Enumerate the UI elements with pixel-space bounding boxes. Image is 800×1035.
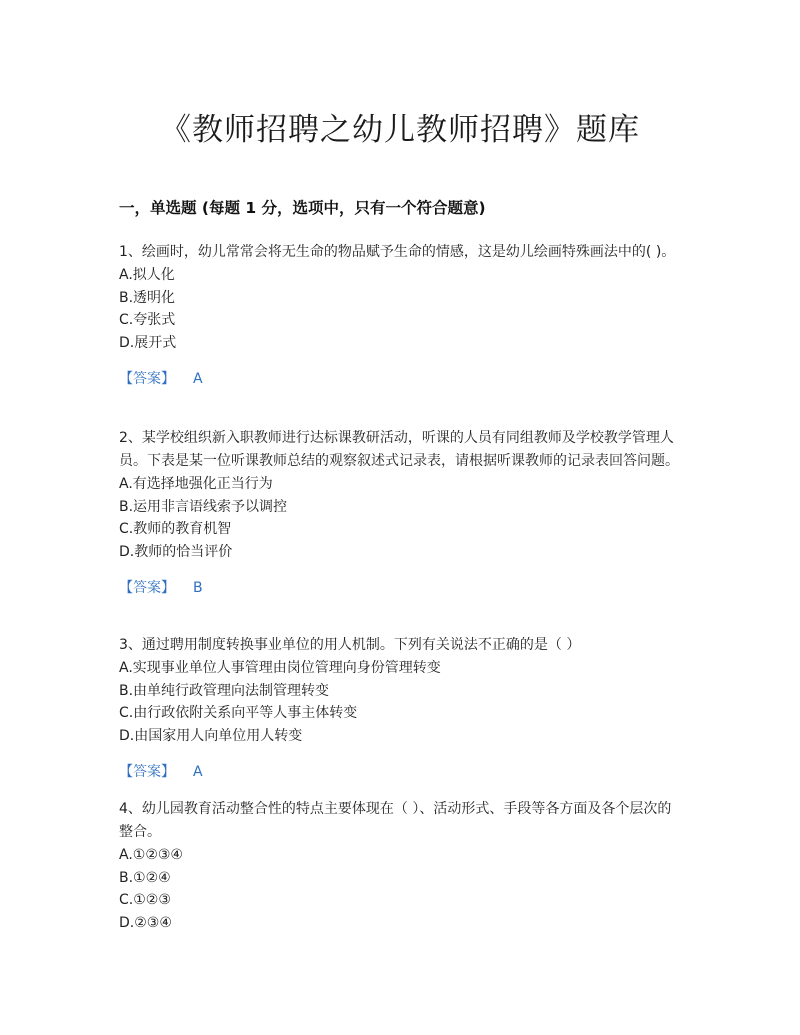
question-stem: 3、通过聘用制度转换事业单位的用人机制。下列有关说法不正确的是（ ） [119,637,581,653]
document-title: 《教师招聘之幼儿教师招聘》题库 [160,112,640,148]
option-b: B.运用非言语线索予以调控 [119,498,288,515]
answer-value: B [193,580,203,596]
option-b: B.透明化 [119,289,176,306]
option-a: A.①②③④ [119,847,183,863]
option-c: C.由行政依附关系向平等人事主体转变 [119,705,358,721]
question-3 [119,634,685,783]
option-c: C.①②③ [119,892,171,908]
option-d: D.展开式 [119,334,177,351]
question-stem: 2、某学校组织新入职教师进行达标课教研活动，听课的人员有同组教师及学校教学管理人员。下表是某一位听课教师总结的观察叙述式记录表，请根据听课教师的记录表回答问题。 [119,430,679,469]
answer-value: A [193,371,203,387]
answer-label: 【答案】 [119,371,175,387]
option-d: D.②③④ [119,914,172,931]
section-heading: 一，单选题 (每题 1 分，选项中，只有一个符合题意) [119,199,486,217]
question-stem: 4、幼儿园教育活动整合性的特点主要体现在（ ）、活动形式、手段等各方面及各个层次的整合。 [119,801,672,840]
question-stem: 1、绘画时，幼儿常常会将无生命的物品赋予生命的情感，这是幼儿绘画特殊画法中的( )。 [119,244,676,260]
answer-label: 【答案】 [119,764,175,780]
question-1 [119,241,685,390]
option-a: A.有选择地强化正当行为 [119,476,273,492]
answer-line [119,761,685,783]
option-c: C.教师的教育机智 [119,521,232,537]
option-b: B.①②④ [119,869,171,886]
option-b: B.由单纯行政管理向法制管理转变 [119,682,330,699]
answer-value: A [193,764,203,780]
answer-line [119,577,685,599]
question-2 [119,427,685,599]
option-a: A.实现事业单位人事管理由岗位管理向身份管理转变 [119,660,441,676]
question-4 [119,798,685,934]
answer-line [119,368,685,390]
option-c: C.夸张式 [119,312,176,328]
answer-label: 【答案】 [119,580,175,596]
option-d: D.教师的恰当评价 [119,543,233,560]
option-d: D.由国家用人向单位用人转变 [119,727,303,744]
option-a: A.拟人化 [119,267,175,283]
